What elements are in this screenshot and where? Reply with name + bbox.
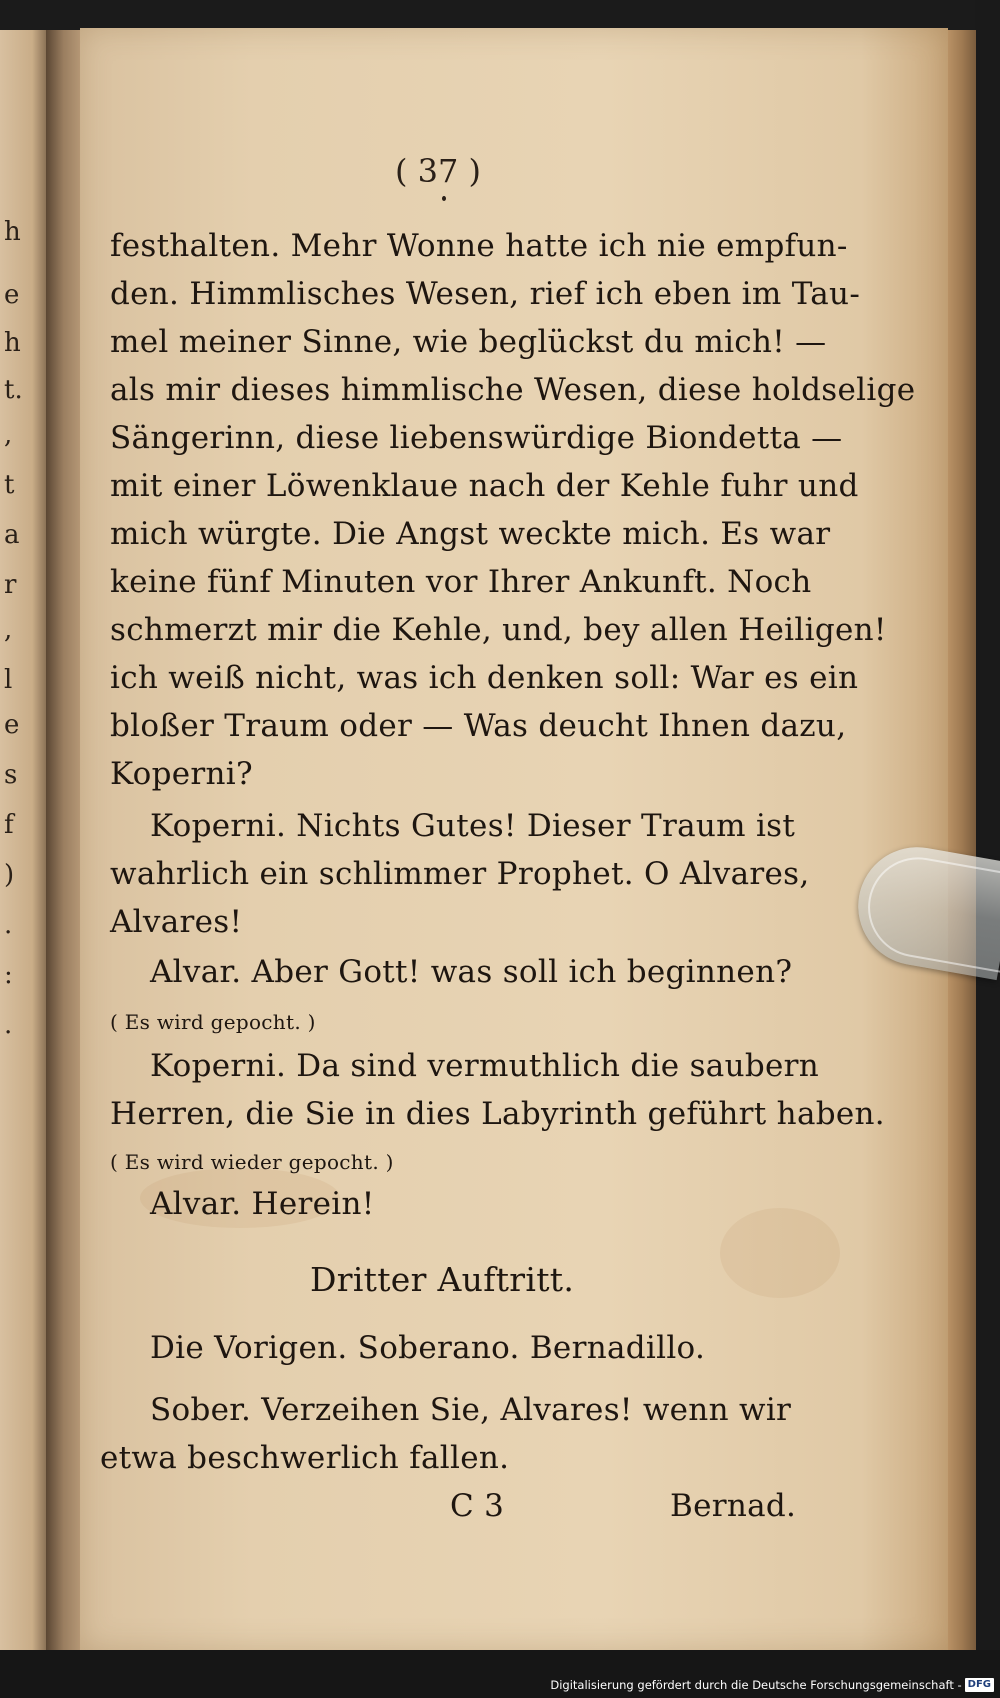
character-list: Die Vorigen. Soberano. Bernadillo. <box>150 1330 706 1366</box>
stage-direction: ( Es wird gepocht. ) <box>110 1010 316 1034</box>
paper-stain <box>720 1208 840 1298</box>
left-page-fragment: a <box>4 520 20 550</box>
dfg-logo: DFG <box>965 1678 994 1692</box>
dialogue-line: Herren, die Sie in dies Labyrinth geführt haben. <box>110 1096 885 1132</box>
text-line: mit einer Löwenklaue nach der Kehle fuhr und <box>110 468 859 504</box>
left-page-fragment: h <box>4 328 21 358</box>
signature-mark: C 3 <box>450 1488 505 1524</box>
text-line: als mir dieses himmlische Wesen, diese holdselige <box>110 372 916 408</box>
left-page-fragment: , <box>4 420 13 450</box>
digitization-footer <box>550 1676 994 1694</box>
scene-heading: Dritter Auftritt. <box>310 1260 575 1299</box>
page-edge <box>948 30 976 1650</box>
left-page-fragment: r <box>4 570 17 600</box>
page-number: ( 37 ) <box>395 152 482 190</box>
left-page-fragment: t. <box>4 375 23 405</box>
left-page-fragment: : <box>4 960 13 990</box>
text-line: keine fünf Minuten vor Ihrer Ankunft. Noch <box>110 564 812 600</box>
left-page-fragment: h <box>4 217 21 247</box>
left-page-fragment: e <box>4 710 20 740</box>
left-page-fragment: , <box>4 615 13 645</box>
left-page-fragment: . <box>4 1010 13 1040</box>
dialogue-line: Koperni. Da sind vermuthlich die saubern <box>150 1048 820 1084</box>
footer-text: Digitalisierung gefördert durch die Deutsche Forschungsgemeinschaft - <box>550 1678 962 1692</box>
text-line: schmerzt mir die Kehle, und, bey allen Heiligen! <box>110 612 887 648</box>
left-page-fragment: t <box>4 470 15 500</box>
left-page-fragment: s <box>4 760 18 790</box>
dialogue-line: Sober. Verzeihen Sie, Alvares! wenn wir <box>150 1392 792 1428</box>
left-page-fragment: ) <box>4 860 15 890</box>
dialogue-line: Koperni. Nichts Gutes! Dieser Traum ist <box>150 808 796 844</box>
text-line: mich würgte. Die Angst weckte mich. Es war <box>110 516 831 552</box>
left-page-fragment: l <box>4 665 13 695</box>
text-line: bloßer Traum oder — Was deucht Ihnen dazu, <box>110 708 847 744</box>
text-line: mel meiner Sinne, wie beglückst du mich! — <box>110 324 827 360</box>
dialogue-line: wahrlich ein schlimmer Prophet. O Alvares, <box>110 856 810 892</box>
catchword: Bernad. <box>670 1488 797 1524</box>
dialogue-line: Alvar. Herein! <box>150 1186 375 1222</box>
dialogue-line: etwa beschwerlich fallen. <box>100 1440 510 1476</box>
text-line: festhalten. Mehr Wonne hatte ich nie empfun- <box>110 228 848 264</box>
scanner-background-right <box>975 0 1000 1698</box>
stage-direction: ( Es wird wieder gepocht. ) <box>110 1150 394 1174</box>
text-line: den. Himmlisches Wesen, rief ich eben im Tau- <box>110 276 861 312</box>
text-line: Sängerinn, diese liebenswürdige Biondetta — <box>110 420 843 456</box>
ink-dot <box>442 196 446 201</box>
left-page-fragment: e <box>4 280 20 310</box>
left-page-fragment: f <box>4 810 14 840</box>
dialogue-line: Alvar. Aber Gott! was soll ich beginnen? <box>150 954 793 990</box>
dialogue-line: Alvares! <box>110 904 243 940</box>
left-page-fragment: . <box>4 910 13 940</box>
text-line: ich weiß nicht, was ich denken soll: War es ein <box>110 660 859 696</box>
text-line: Koperni? <box>110 756 253 792</box>
left-facing-page <box>0 30 46 1650</box>
